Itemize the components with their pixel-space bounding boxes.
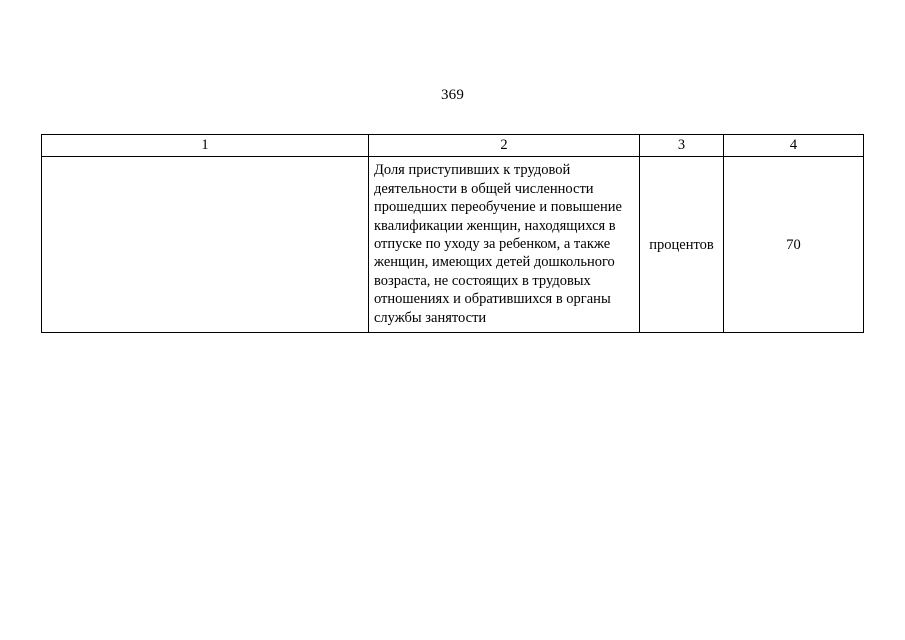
indicator-description: Доля приступивших к трудовой деятельности в общей численности прошедших переобучение и повышение квалификации женщин, находящихся в отпуске по уходу за ребенком, а также женщин, имеющих детей дошкольного возраста, не состоящих в трудовых отношениях и обратившихся в органы службы занятости bbox=[374, 162, 622, 326]
table-row bbox=[42, 157, 864, 333]
table-cell-indicator bbox=[369, 157, 640, 333]
unit-value: процентов bbox=[649, 236, 714, 253]
page-number: 369 bbox=[440, 87, 465, 103]
column-number-3: 3 bbox=[677, 137, 686, 153]
indicator-table bbox=[41, 134, 864, 333]
target-value: 70 bbox=[786, 236, 801, 253]
table-header-cell-1 bbox=[42, 135, 369, 157]
table-cell-value bbox=[724, 157, 864, 333]
table-cell-unit bbox=[640, 157, 724, 333]
table-header-cell-2 bbox=[369, 135, 640, 157]
table-header-cell-3 bbox=[640, 135, 724, 157]
table-container bbox=[41, 134, 863, 333]
table-cell-name bbox=[42, 157, 369, 333]
column-number-4: 4 bbox=[789, 137, 798, 153]
column-number-2: 2 bbox=[500, 137, 508, 153]
column-number-1: 1 bbox=[201, 137, 209, 153]
table-header-cell-4 bbox=[724, 135, 864, 157]
table-header-row bbox=[42, 135, 864, 157]
